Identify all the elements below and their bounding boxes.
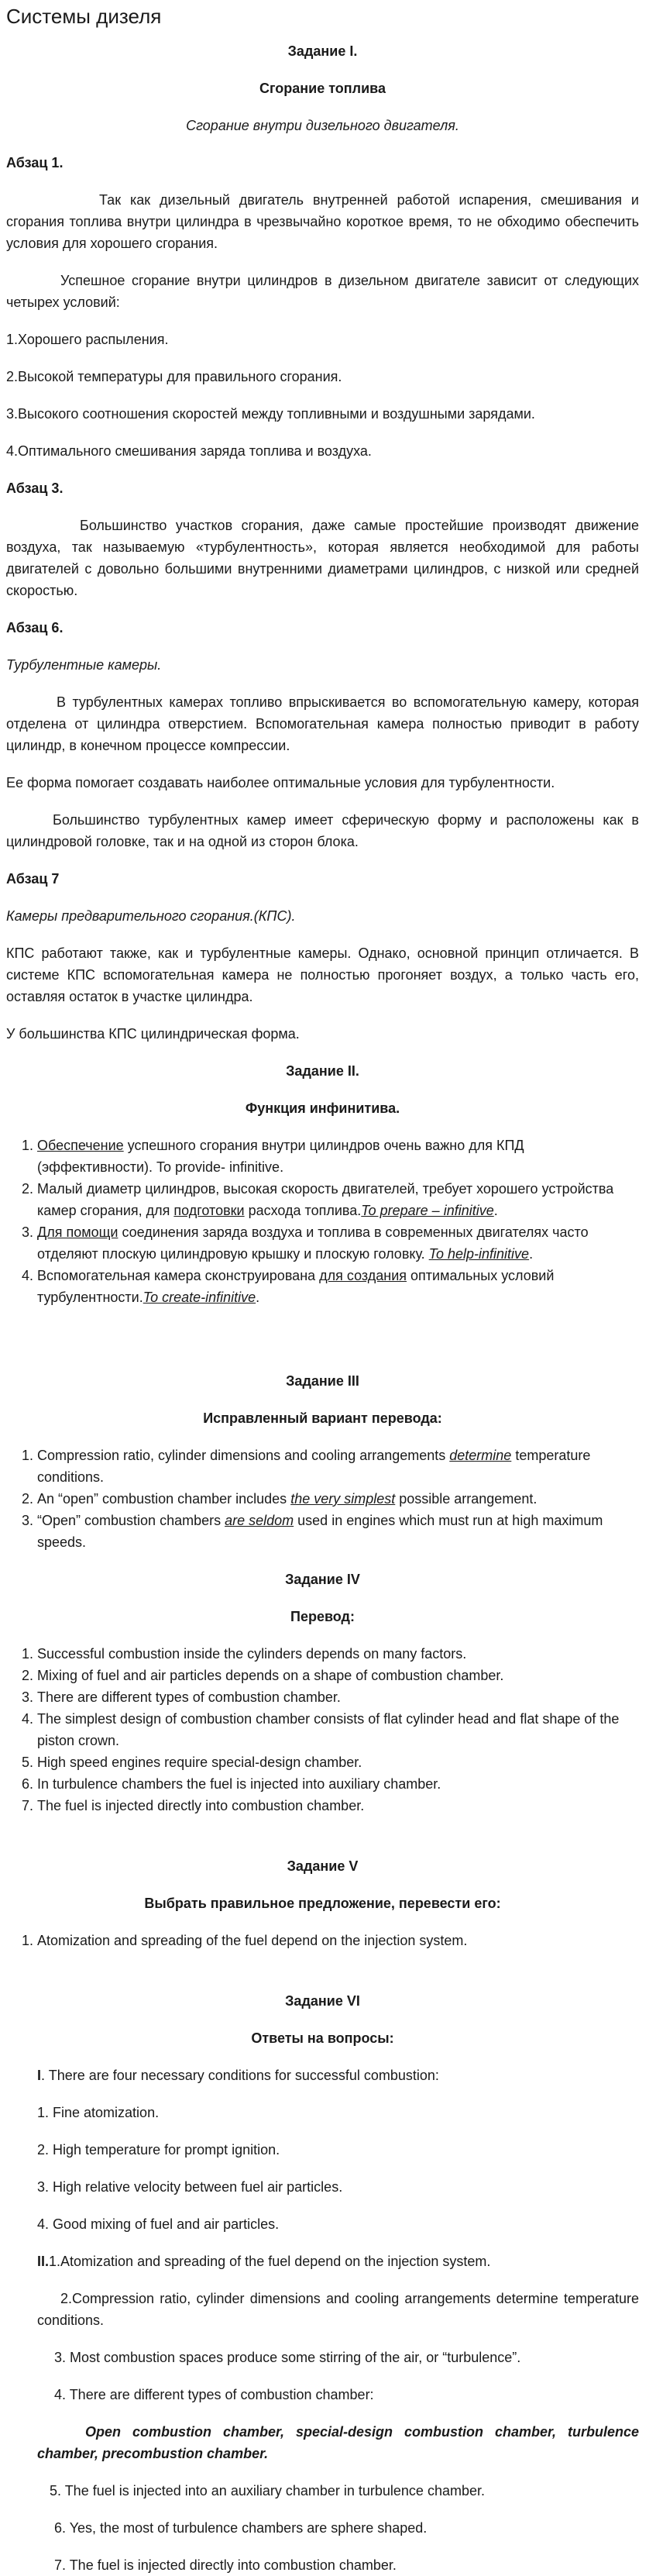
paragraph6-text2: Ее форма помогает создавать наиболее оптимальные условия для турбулентности.: [6, 775, 555, 790]
task6-heading: Задание VI: [285, 1993, 360, 2009]
answer-ii-5: 5. The fuel is injected into an auxiliary chamber in turbulence chamber.: [50, 2483, 485, 2499]
item-text: успешного сгорания внутри цилиндров очень важно для КПД (эффективности). To provide- infinitive.: [37, 1138, 524, 1175]
answer-cond-3: 3. High relative velocity between fuel air particles.: [37, 2179, 343, 2195]
corrected-phrase: are seldom: [225, 1513, 294, 1528]
task3-heading: Задание III: [286, 1373, 359, 1389]
item-text: Compression ratio, cylinder dimensions and cooling arrangements: [37, 1448, 450, 1463]
condition-1: 1.Хорошего распыления.: [6, 332, 169, 347]
paragraph6-text1: В турбулентных камерах топливо впрыскивается во вспомогательную камеру, которая отделена от цилиндра отверстием. Вспомогательная камера полностью приводит в работу цилиндр, в конечном процессе компрессии.: [6, 694, 639, 753]
paragraph6-text3: Большинство турбулентных камер имеет сферическую форму и расположены как в цилиндровой головке, так и на одной из сторон блока.: [6, 812, 639, 849]
infinitive-note: To create-infinitive: [143, 1290, 256, 1305]
list-item: [37, 1510, 639, 1553]
list-item: [37, 1135, 639, 1178]
paragraph7-text2: У большинства КПС цилиндрическая форма.: [6, 1026, 300, 1042]
paragraph7-label: Абзац 7: [6, 871, 60, 887]
answer-ii-3: 3. Most combustion spaces produce some stirring of the air, or “turbulence”.: [54, 2350, 521, 2365]
answer-ii: [37, 2251, 639, 2272]
roman-marker: I: [37, 2068, 42, 2083]
answer-ii-7: 7. The fuel is injected directly into combustion chamber.: [54, 2557, 397, 2573]
list-item: 1. Atomization and spreading of the fuel depend on the injection system.: [37, 1930, 639, 1951]
underlined-word: подготовки: [173, 1203, 245, 1218]
item-end: .: [493, 1203, 498, 1218]
corrected-phrase: determine: [449, 1448, 512, 1463]
answer-text: . There are four necessary conditions for successful combustion:: [41, 2068, 439, 2083]
answer-ii-6: 6. Yes, the most of turbulence chambers are sphere shaped.: [54, 2520, 428, 2536]
task4-subheading: Перевод:: [290, 1609, 355, 1624]
item-text: “Open” combustion chambers: [37, 1513, 225, 1528]
answer-ii-4-types: Open combustion chamber, special-design combustion chamber, turbulence chamber, precombustion chamber.: [37, 2424, 639, 2461]
task2-subheading: Функция инфинитива.: [245, 1100, 400, 1116]
item-text: Вспомогательная камера сконструирована: [37, 1268, 320, 1283]
list-item: [37, 1178, 639, 1221]
answer-cond-1: 1. Fine atomization.: [37, 2105, 160, 2120]
item-text: соединения заряда воздуха и топлива в современных двигателях часто отделяют плоскую цилиндровую крышку и плоскую головку.: [37, 1224, 589, 1262]
item-text: оптимальных условий турбулентности.: [37, 1268, 555, 1305]
task1-caption: Сгорание внутри дизельного двигателя.: [186, 118, 459, 133]
list-item: 5. High speed engines require special-design chamber.: [37, 1751, 639, 1773]
paragraph7-text1: КПС работают также, как и турбулентные камеры. Однако, основной принцип отличается. В системе КПС вспомогательная камера не полностью прогоняет воздух, а только часть его, оставляя остаток в участке цилиндра.: [6, 945, 639, 1004]
condition-3: 3.Высокого соотношения скоростей между топливными и воздушными зарядами.: [6, 406, 535, 422]
task5-subheading: Выбрать правильное предложение, перевести его:: [144, 1896, 501, 1911]
answer-text: 1.Atomization and spreading of the fuel depend on the injection system.: [49, 2254, 491, 2269]
item-end: .: [529, 1246, 534, 1262]
paragraph1-text2: Успешное сгорание внутри цилиндров в дизельном двигателе зависит от следующих четырех условий:: [6, 273, 639, 310]
paragraph7-subtitle: Камеры предварительного сгорания.(КПС).: [6, 908, 296, 924]
task5-heading: Задание V: [287, 1858, 359, 1874]
list-item: [37, 1488, 639, 1510]
roman-marker: II.: [37, 2254, 50, 2269]
list-item: 2. Mixing of fuel and air particles depends on a shape of combustion chamber.: [37, 1665, 639, 1686]
item-text: used in engines which must run at high maximum speeds.: [37, 1513, 603, 1550]
list-item: [37, 1265, 639, 1308]
task1-subheading: Сгорание топлива: [259, 81, 386, 96]
infinitive-note: To help-infinitive: [428, 1246, 530, 1262]
underlined-word: для создания: [319, 1268, 407, 1283]
document: [0, 3, 639, 2576]
list-item: 3. There are different types of combustion chamber.: [37, 1686, 639, 1708]
infinitive-note: To prepare – infinitive: [361, 1203, 494, 1218]
paragraph1-label: Абзац 1.: [6, 155, 64, 170]
answers: [6, 2065, 639, 2576]
paragraph6-subtitle: Турбулентные камеры.: [6, 657, 162, 673]
answer-cond-4: 4. Good mixing of fuel and air particles.: [37, 2216, 280, 2232]
item-text: possible arrangement.: [395, 1491, 538, 1507]
item-end: .: [256, 1290, 260, 1305]
list-item: 1. Successful combustion inside the cylinders depends on many factors.: [37, 1643, 639, 1665]
item-text: расхода топлива.: [244, 1203, 362, 1218]
list-item: [37, 1221, 639, 1265]
corrected-phrase: the very simplest: [290, 1491, 396, 1507]
task2-list: [6, 1135, 639, 1308]
task4-heading: Задание IV: [285, 1572, 360, 1587]
task3-list: [6, 1445, 639, 1553]
paragraph6-label: Абзац 6.: [6, 620, 64, 635]
answer-ii-4: 4. There are different types of combustion chamber:: [54, 2387, 374, 2402]
task6-subheading: Ответы на вопросы:: [251, 2030, 394, 2046]
paragraph3-label: Абзац 3.: [6, 480, 64, 496]
task3-subheading: Исправленный вариант перевода:: [203, 1410, 442, 1426]
answer-cond-2: 2. High temperature for prompt ignition.: [37, 2142, 280, 2158]
item-text: temperature conditions.: [37, 1448, 591, 1485]
list-item: 7. The fuel is injected directly into combustion chamber.: [37, 1795, 639, 1817]
paragraph3-text: Большинство участков сгорания, даже самые простейшие производят движение воздуха, так называемую «турбулентность», которая является необходимой для работы двигателей с довольно большими внутренними диаметрами цилиндров, с низкой или средней скоростью.: [6, 518, 639, 598]
paragraph1-text: Так как дизельный двигатель внутренней работой испарения, смешивания и сгорания топлива внутри цилиндра в чрезвычайно короткое время, то не обходимо обеспечить условия для хорошего сгорания.: [6, 192, 639, 251]
list-item: 6. In turbulence chambers the fuel is injected into auxiliary chamber.: [37, 1773, 639, 1795]
list-item: [37, 1445, 639, 1488]
task5-list: [6, 1930, 639, 1951]
answer-i: [37, 2065, 639, 2086]
underlined-word: Обеспечение: [37, 1138, 124, 1153]
condition-2: 2.Высокой температуры для правильного сгорания.: [6, 369, 342, 384]
condition-4: 4.Оптимального смешивания заряда топлива и воздуха.: [6, 443, 372, 459]
page-title: Системы дизеля: [6, 5, 162, 28]
task1-heading: Задание I.: [287, 43, 358, 59]
answer-ii-2: 2.Compression ratio, cylinder dimensions and cooling arrangements determine temperature conditions.: [37, 2291, 639, 2328]
task4-list: [6, 1643, 639, 1817]
item-text: Малый диаметр цилиндров, высокая скорость двигателей, требует хорошего устройства камер сгорания, для: [37, 1181, 614, 1218]
list-item: 4. The simplest design of combustion chamber consists of flat cylinder head and flat shape of the piston crown.: [37, 1708, 639, 1751]
underlined-word: Для помощи: [37, 1224, 118, 1240]
task2-heading: Задание II.: [286, 1063, 359, 1079]
item-text: An “open” combustion chamber includes: [37, 1491, 291, 1507]
